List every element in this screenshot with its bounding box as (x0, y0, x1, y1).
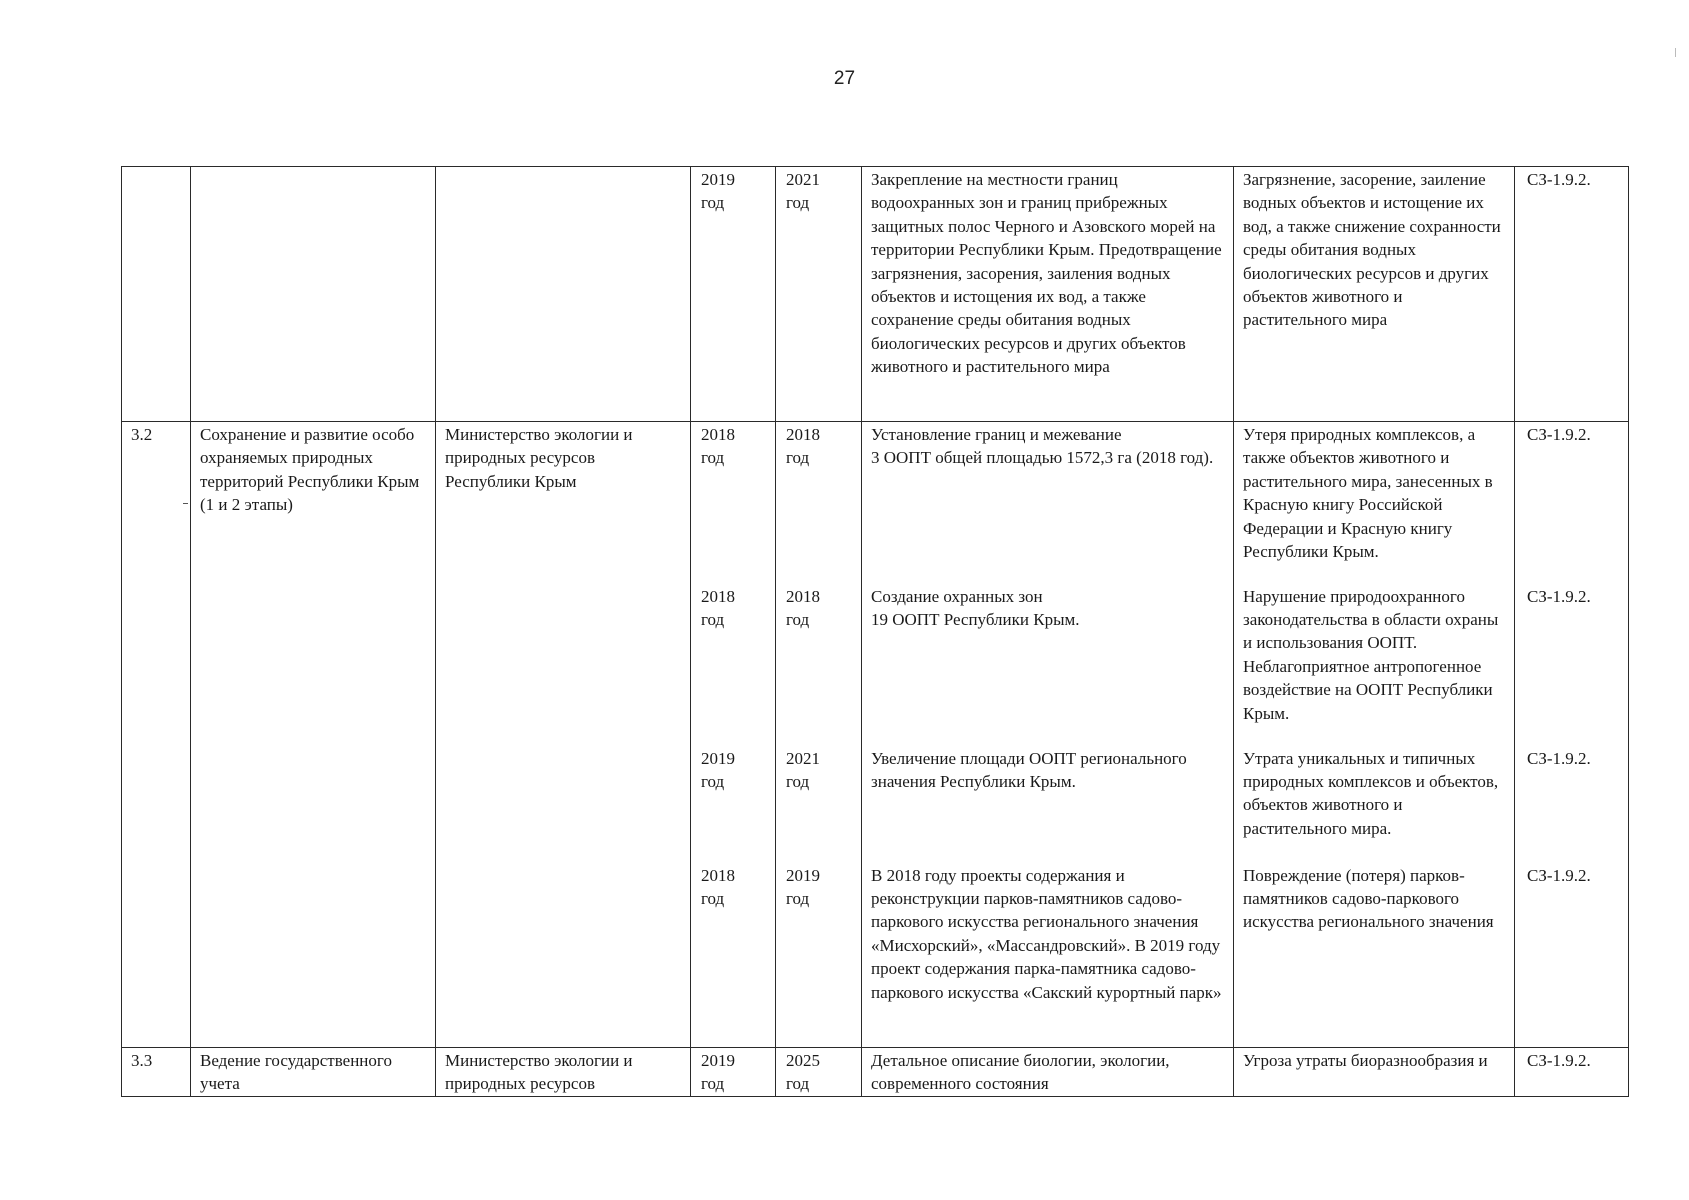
consequence-cell: Утрата уникальных и типичных природных комплексов и объектов, объектов животного и растительного мира. (1234, 746, 1515, 863)
expected-result-cell: Закрепление на местности границ водоохранных зон и границ прибрежных защитных полос Черного и Азовского морей на территории Республики Крым. Предотвращение загрязнения, засорения, заиления водных объектов и истощения их вод, а также сохранение среды обитания водных биологических ресурсов и других объектов животного и растительного мира (862, 167, 1234, 422)
consequence-cell: Повреждение (потеря) парков-памятников садово-паркового искусства регионального значения (1234, 863, 1515, 1048)
scan-artifact-mark (183, 503, 188, 504)
link-code-cell: СЗ-1.9.2. (1515, 863, 1629, 1048)
page-number: 27 (833, 68, 856, 89)
end-year-cell: 2018 год (776, 584, 862, 746)
table-row (122, 1048, 1629, 1097)
consequence-cell: Нарушение природоохранного законодательства в области охраны и использования ООПТ. Неблагоприятное антропогенное воздействие на ООПТ Республики Крым. (1234, 584, 1515, 746)
start-year-cell: 2019 год (691, 1048, 776, 1097)
link-code-cell: СЗ-1.9.2. (1515, 746, 1629, 863)
expected-result-cell: Детальное описание биологии, экологии, современного состояния (862, 1048, 1234, 1097)
expected-result-cell: В 2018 году проекты содержания и реконструкции парков-памятников садово-паркового искусства регионального значения «Мисхорский», «Массандровский». В 2019 году проект содержания парка-памятника садово-паркового искусства «Сакский курортный парк» (862, 863, 1234, 1048)
end-year-cell: 2021 год (776, 746, 862, 863)
start-year-cell: 2018 год (691, 584, 776, 746)
expected-result-cell: Создание охранных зон 19 ООПТ Республики Крым. (862, 584, 1234, 746)
executor-cell: Министерство экологии и природных ресурсов (436, 1048, 691, 1097)
link-code-cell: СЗ-1.9.2. (1515, 1048, 1629, 1097)
end-year-cell: 2025 год (776, 1048, 862, 1097)
table-row (122, 167, 1629, 422)
item-number-cell: 3.3 (122, 1048, 191, 1097)
measures-table (121, 166, 1629, 1097)
item-number-cell (122, 167, 191, 422)
expected-result-cell: Установление границ и межевание 3 ООПТ общей площадью 1572,3 га (2018 год). (862, 422, 1234, 584)
end-year-cell: 2021 год (776, 167, 862, 422)
measure-name-cell: Ведение государственного учета (191, 1048, 436, 1097)
item-number-cell: 3.2 (122, 422, 191, 1048)
table-row (122, 422, 1629, 584)
link-code-cell: СЗ-1.9.2. (1515, 584, 1629, 746)
start-year-cell: 2018 год (691, 422, 776, 584)
consequence-cell: Загрязнение, засорение, заиление водных объектов и истощение их вод, а также снижение сохранности среды обитания водных биологических ресурсов и других объектов животного и растительного мира (1234, 167, 1515, 422)
measure-name-cell (191, 167, 436, 422)
executor-cell: Министерство экологии и природных ресурсов Республики Крым (436, 422, 691, 1048)
expected-result-cell: Увеличение площади ООПТ регионального значения Республики Крым. (862, 746, 1234, 863)
scan-edge-mark (1675, 48, 1676, 57)
measure-name-cell: Сохранение и развитие особо охраняемых природных территорий Республики Крым (1 и 2 этапы) (191, 422, 436, 1048)
consequence-cell: Угроза утраты биоразнообразия и (1234, 1048, 1515, 1097)
start-year-cell: 2019 год (691, 167, 776, 422)
consequence-cell: Утеря природных комплексов, а также объектов животного и растительного мира, занесенных в Красную книгу Российской Федерации и Красную книгу Республики Крым. (1234, 422, 1515, 584)
end-year-cell: 2018 год (776, 422, 862, 584)
link-code-cell: СЗ-1.9.2. (1515, 167, 1629, 422)
start-year-cell: 2018 год (691, 863, 776, 1048)
link-code-cell: СЗ-1.9.2. (1515, 422, 1629, 584)
start-year-cell: 2019 год (691, 746, 776, 863)
executor-cell (436, 167, 691, 422)
end-year-cell: 2019 год (776, 863, 862, 1048)
